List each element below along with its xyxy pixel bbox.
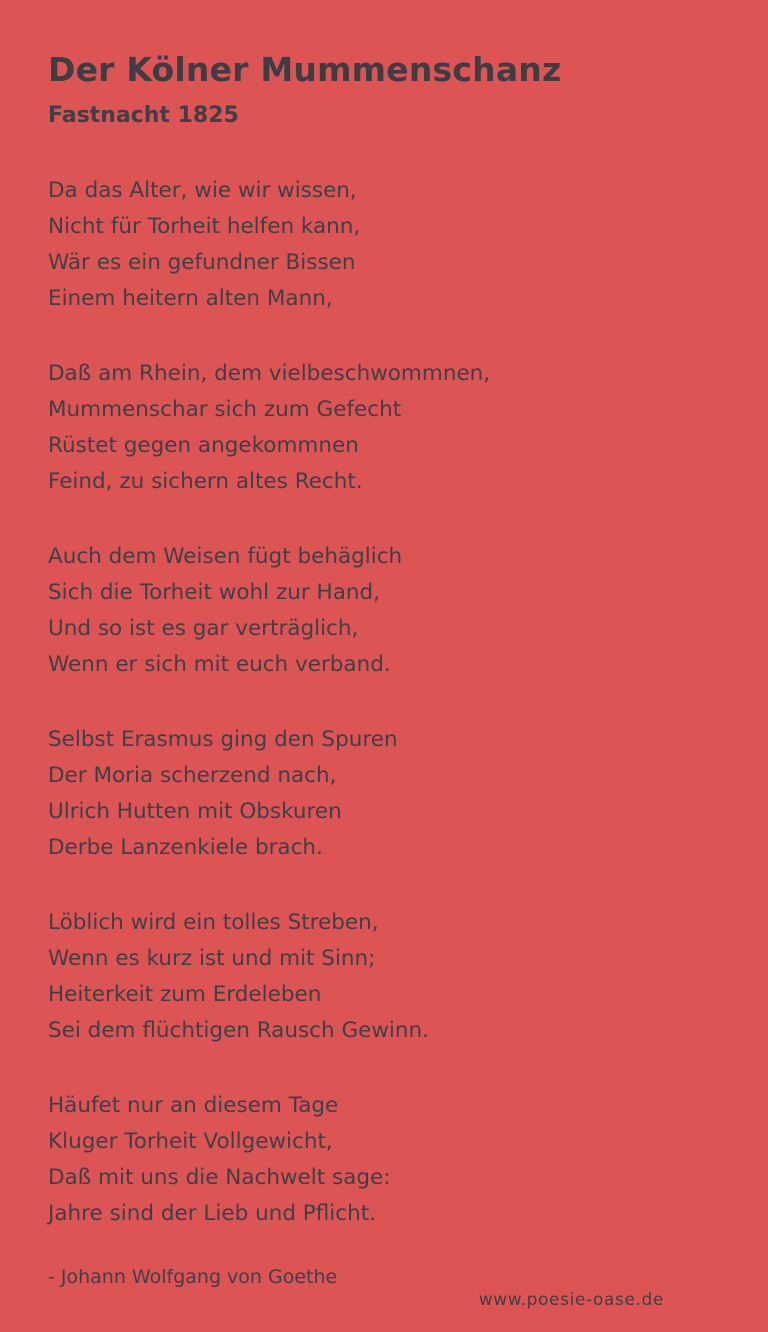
verse-line: Wenn er sich mit euch verband. [48, 652, 391, 678]
verse-line: Und so ist es gar verträglich, [48, 616, 359, 642]
stanza [48, 173, 720, 317]
verse-line: Sei dem flüchtigen Rausch Gewinn. [48, 1018, 429, 1044]
verse-line: Daß mit uns die Nachwelt sage: [48, 1165, 391, 1191]
verse-line: Einem heitern alten Mann, [48, 286, 333, 312]
verse-line: Häufet nur an diesem Tage [48, 1093, 339, 1119]
stanza [48, 722, 720, 866]
verse-line: Heiterkeit zum Erdeleben [48, 982, 322, 1008]
stanza [48, 1088, 720, 1232]
verse-line: Mummenschar sich zum Gefecht [48, 397, 402, 423]
verse-line: Da das Alter, wie wir wissen, [48, 178, 357, 204]
verse-line: Derbe Lanzenkiele brach. [48, 835, 323, 861]
page-title: Der Kölner Mummenschanz [48, 50, 562, 89]
stanza [48, 539, 720, 683]
verse-line: Selbst Erasmus ging den Spuren [48, 727, 398, 753]
verse-line: Wär es ein gefundner Bissen [48, 250, 356, 276]
site-credit: www.poesie-oase.de [478, 1290, 664, 1310]
verse-line: Wenn es kurz ist und mit Sinn; [48, 946, 376, 972]
verse-line: Sich die Torheit wohl zur Hand, [48, 580, 380, 606]
verse-line: Kluger Torheit Vollgewicht, [48, 1129, 333, 1155]
poem-subtitle: Fastnacht 1825 [48, 102, 239, 128]
verse-line: Rüstet gegen angekommnen [48, 433, 359, 459]
verse-line: Löblich wird ein tolles Streben, [48, 910, 379, 936]
verse-line: Daß am Rhein, dem vielbeschwommnen, [48, 361, 491, 387]
stanza [48, 905, 720, 1049]
verse-line: Feind, zu sichern altes Recht. [48, 469, 363, 495]
verse-line: Nicht für Torheit helfen kann, [48, 214, 361, 240]
verse-line: Der Moria scherzend nach, [48, 763, 337, 789]
stanza [48, 356, 720, 500]
verse-line: Jahre sind der Lieb und Pflicht. [48, 1201, 376, 1227]
poem-author: - Johann Wolfgang von Goethe [48, 1266, 338, 1288]
verse-line: Ulrich Hutten mit Obskuren [48, 799, 342, 825]
verse-line: Auch dem Weisen fügt behäglich [48, 544, 403, 570]
